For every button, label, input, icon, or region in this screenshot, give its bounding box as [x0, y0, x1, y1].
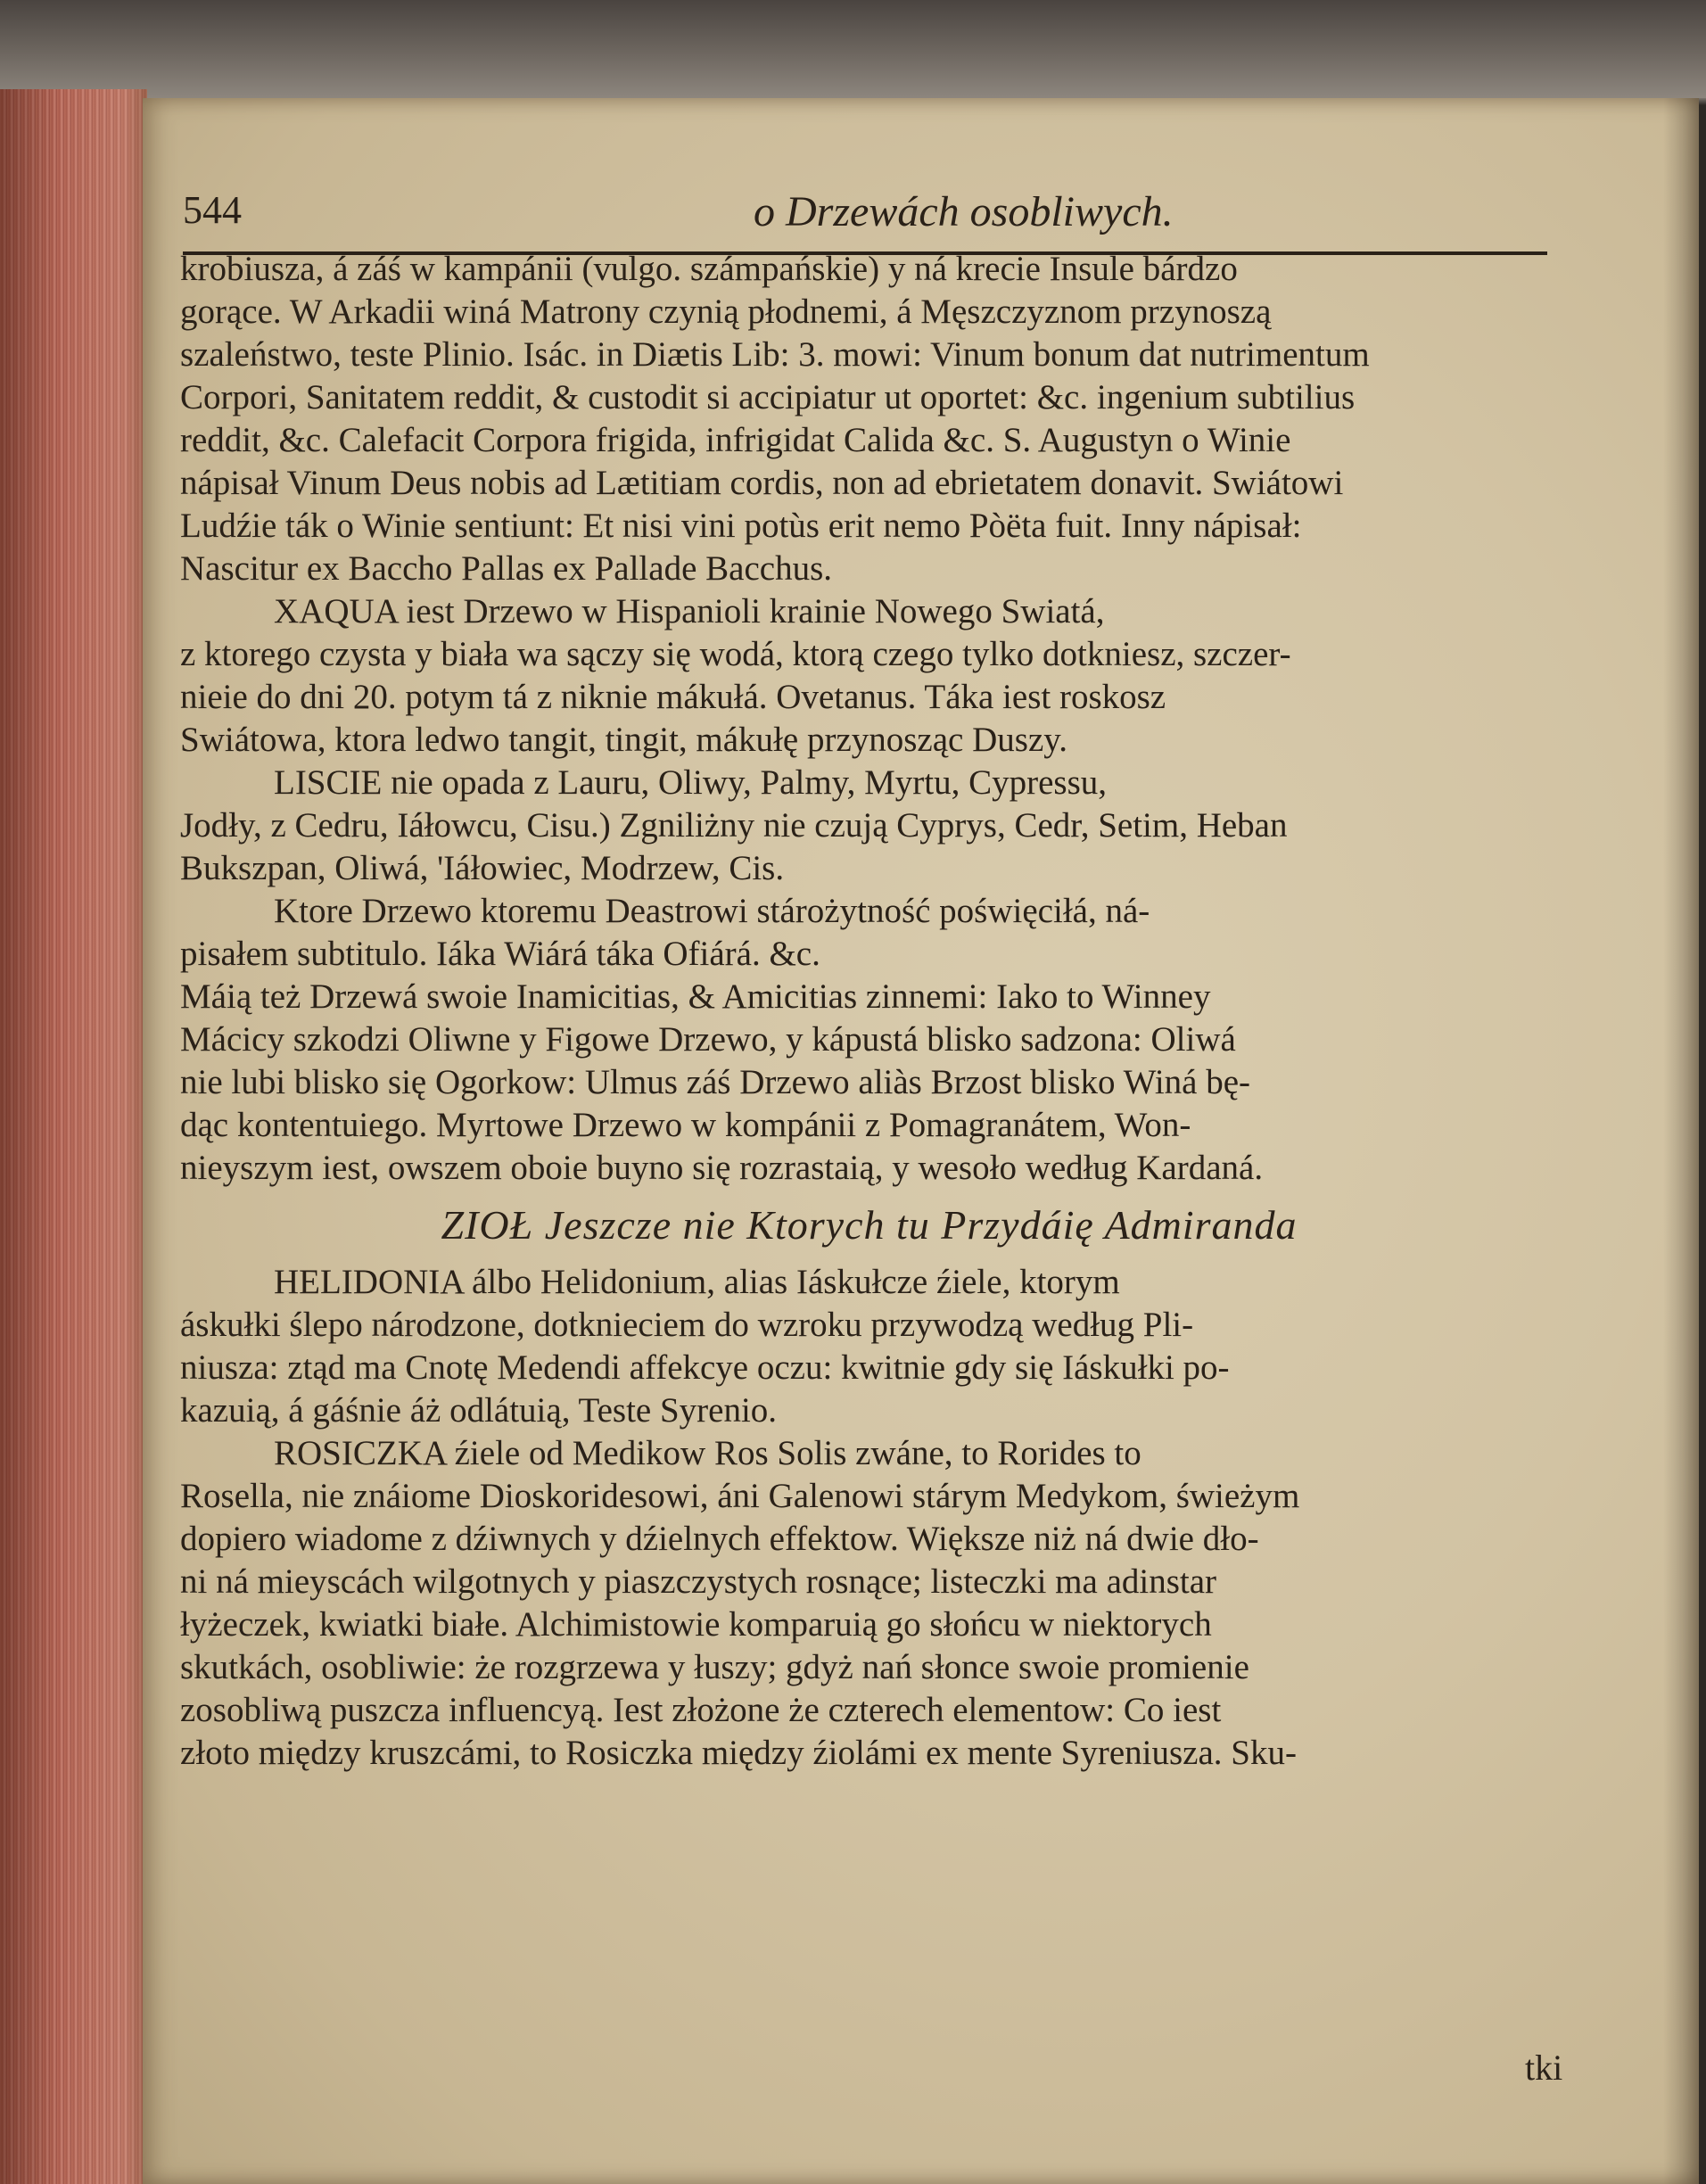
text-line: krobiusza, á záś w kampánii (vulgo. számpańskie) y ná krecie Insule bárdzo [180, 250, 1238, 288]
gutter-shadow [1663, 98, 1699, 2184]
text-line: Swiátowa, ktora ledwo tangit, tingit, mákułę przynosząc Duszy. [180, 721, 1067, 759]
text-line: kazuią, á gáśnie áż odlátuią, Teste Syrenio. [180, 1391, 778, 1430]
text-line: zosobliwą puszcza influencyą. Iest złożone że czterech elementow: Co iest [180, 1691, 1222, 1729]
paragraph-start-rosiczka: ROSICZKA źiele od Medikow Ros Solis zwáne, to Rorides to [274, 1434, 1141, 1472]
catchword: tki [1525, 2048, 1563, 2088]
page-number: 544 [183, 188, 242, 232]
text-line: niusza: ztąd ma Cnotę Medendi affekcye oczu: kwitnie gdy się Iáskułki po- [180, 1348, 1230, 1387]
text-line: Nascitur ex Baccho Pallas ex Pallade Bacchus. [180, 549, 833, 588]
page-header [183, 180, 1547, 255]
paragraph-start-maia: Máią też Drzewá swoie Inamicitias, & Amicitias zinnemi: Iako to Winney [180, 977, 1211, 1016]
text-line: Jodły, z Cedru, Iáłowcu, Cisu.) Zgniliżny nie czują Cyprys, Cedr, Setim, Heban [180, 806, 1288, 845]
scan-background [0, 0, 1706, 98]
text-line: skutkách, osobliwie: że rozgrzewa y łuszy; gdyż nań słonce swoie promienie [180, 1648, 1249, 1686]
text-line: łyżeczek, kwiatki białe. Alchimistowie komparuią go słońcu w niektorych [180, 1605, 1212, 1644]
text-line: reddit, &c. Calefacit Corpora frigida, infrigidat Calida &c. S. Augustyn o Winie [180, 421, 1291, 459]
paragraph-start-liscie: LISCIE nie opada z Lauru, Oliwy, Palmy, Myrtu, Cypressu, [274, 763, 1108, 802]
text-line: áskułki ślepo národzone, dotknieciem do wzroku przywodzą według Pli- [180, 1306, 1194, 1344]
body-text [180, 248, 1558, 1775]
paragraph-start-helidonia: HELIDONIA álbo Helidonium, alias Iáskułcze źiele, ktorym [274, 1263, 1120, 1301]
paragraph-start-ktore: Ktore Drzewo ktoremu Deastrowi stárożytność poświęciłá, ná- [274, 892, 1150, 930]
text-line: nieyszym iest, owszem oboie buyno się rozrastaią, y wesoło według Kardaná. [180, 1149, 1264, 1187]
text-line: pisałem subtitulo. Iáka Wiárá táka Ofiárá. &c. [180, 935, 820, 973]
text-line: nápisał Vinum Deus nobis ad Lætitiam cordis, non ad ebrietatem donavit. Swiátowi [180, 464, 1344, 502]
text-line: Rosella, nie znáiome Dioskoridesowi, áni Galenowi stárym Medykom, świeżym [180, 1477, 1300, 1515]
running-head: o Drzewách osobliwych. [754, 188, 1174, 235]
text-line: Corpori, Sanitatem reddit, & custodit si accipiatur ut oportet: &c. ingenium subtilius [180, 378, 1356, 416]
text-line: Mácicy szkodzi Oliwne y Figowe Drzewo, y kápustá blisko sadzona: Oliwá [180, 1020, 1236, 1059]
text-line: Ludźie ták o Winie sentiunt: Et nisi vini potùs erit nemo Pòëta fuit. Inny nápisał: [180, 507, 1302, 545]
section-heading: ZIOŁ Jeszcze nie Ktorych tu Przydáię Admiranda [441, 1202, 1298, 1248]
fore-edge-shading [0, 89, 147, 2184]
text-line: nie lubi blisko się Ogorkow: Ulmus záś Drzewo aliàs Brzost blisko Winá bę- [180, 1063, 1251, 1101]
text-line: z ktorego czysta y biała wa sączy się wodá, ktorą czego tylko dotkniesz, szczer- [180, 635, 1291, 673]
paragraph-start-xaqua: XAQUA iest Drzewo w Hispanioli krainie Nowego Swiatá, [274, 592, 1105, 630]
text-line: dąc kontentuiego. Myrtowe Drzewo w kompánii z Pomagranátem, Won- [180, 1106, 1191, 1144]
text-line: gorące. W Arkadii winá Matrony czynią płodnemi, á Męszczyznom przynoszą [180, 293, 1272, 331]
page-paper [143, 98, 1699, 2184]
text-line: szaleństwo, teste Plinio. Isác. in Diætis Lib: 3. mowi: Vinum bonum dat nutrimentum [180, 335, 1370, 374]
text-line: złoto między kruszcámi, to Rosiczka między źiolámi ex mente Syreniusza. Sku- [180, 1734, 1297, 1772]
text-line: dopiero wiadome z dźiwnych y dźielnych effektow. Większe niż ná dwie dło- [180, 1520, 1259, 1558]
text-line: Bukszpan, Oliwá, 'Iáłowiec, Modrzew, Cis. [180, 849, 785, 887]
text-line: nieie do dni 20. potym tá z niknie mákułá. Ovetanus. Táka iest roskosz [180, 678, 1166, 716]
text-line: ni ná mieyscách wilgotnych y piaszczystych rosnące; listeczki ma adinstar [180, 1562, 1217, 1601]
